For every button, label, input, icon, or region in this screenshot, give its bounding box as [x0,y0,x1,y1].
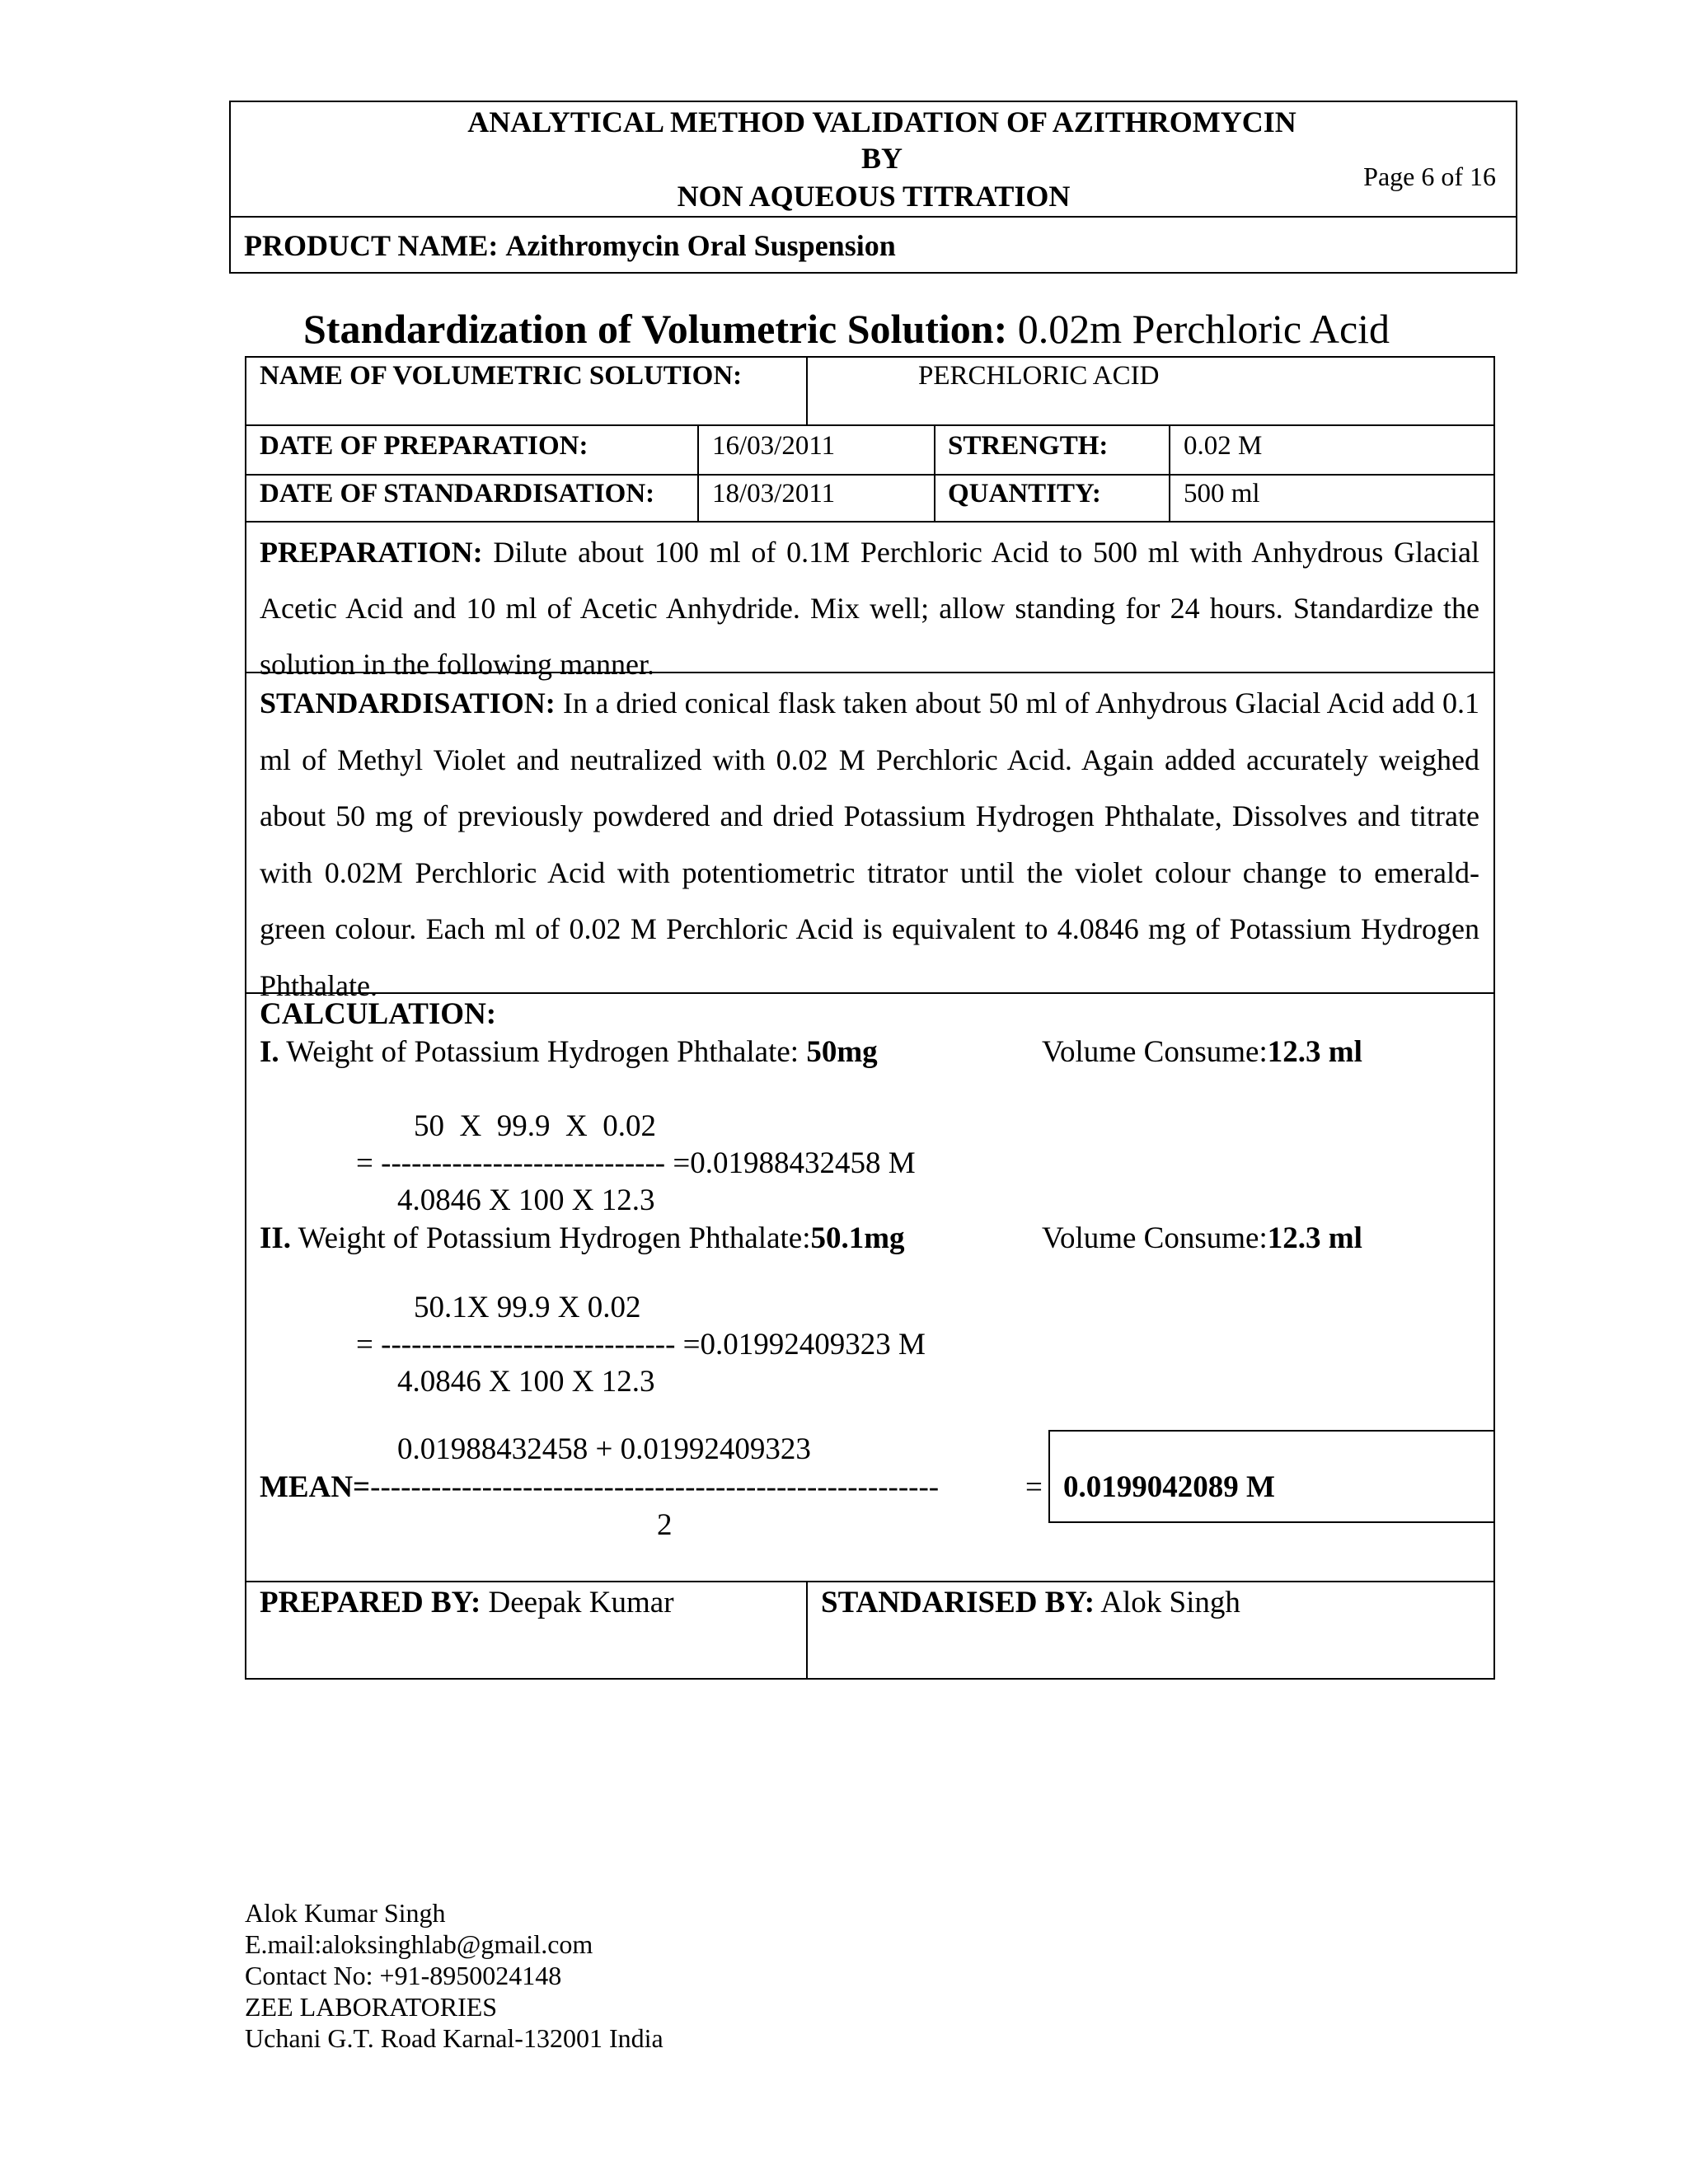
standardised-by-label: STANDARISED BY: [821,1586,1095,1619]
mean-result-box-left [1048,1430,1050,1523]
calc-item-1-denominator: 4.0846 X 100 X 12.3 [397,1183,655,1217]
row-divider [245,521,1495,523]
mean-result-box-top [1048,1430,1495,1432]
row-divider [245,474,1495,476]
product-name [244,229,896,262]
section-title-bold: Standardization of Volumetric Solution: [303,306,1008,352]
calc-item-1-text: Weight of Potassium Hydrogen Phthalate: [286,1035,799,1069]
preparation-paragraph [260,524,1479,692]
prepared-by-label: PREPARED BY: [260,1586,481,1619]
prep-date-value: 16/03/2011 [712,431,836,461]
calc-item-2-vol-label: Volume Consume: [1042,1221,1268,1255]
header-title-line3: NON AQUEOUS TITRATION [677,180,1071,213]
footer-contact: Contact No: +91-8950024148 [245,1961,562,1990]
calc-item-1-result-line: = ---------------------------- =0.01988432458 M [356,1146,916,1180]
standardisation-text: In a dried conical flask taken about 50 ml of Anhydrous Glacial Acid add 0.1 ml of Methyl Violet and neutralized with 0.02 M Perchloric Acid. Again added accurately weighed about 50 mg of previously powdered and dried Potassium Hydrogen Phthalate, Dissolves and titrate with 0.02M Perchloric Acid with potentiometric titrator until the violet colour change to emerald-green colour. Each ml of 0.02 M Perchloric Acid is equivalent to 4.0846 mg of Potassium Hydrogen Phthalate. [260,687,1479,1002]
mean-fraction-bar: -------------------------------------------------------- [370,1470,940,1504]
prepared-by [260,1586,674,1620]
footer-email: E.mail:aloksinghlab@gmail.com [245,1929,593,1959]
product-label: PRODUCT NAME: [244,229,499,262]
calc-item-2 [260,1221,905,1256]
preparation-text: Dilute about 100 ml of 0.1M Perchloric Acid to 500 ml with Anhydrous Glacial Acetic Acid and 10 ml of Acetic Anhydride. Mix well; allow standing for 24 hours. Standardize the solution in the following manner. [260,536,1479,681]
calc-item-2-result-line: = ----------------------------- =0.01992409323 M [356,1328,926,1361]
calc-item-1-volume [1042,1035,1362,1070]
col-divider [806,1581,808,1680]
section-title [303,305,1390,353]
mean-numerator: 0.01988432458 + 0.01992409323 [397,1432,811,1466]
section-title-normal: 0.02m Perchloric Acid [1017,306,1390,352]
calc-item-1-num: I. [260,1035,279,1069]
mean-result: 0.0199042089 M [1063,1470,1275,1504]
preparation-label: PREPARATION: [260,536,483,569]
row-divider [245,1581,1495,1582]
calc-item-2-denominator: 4.0846 X 100 X 12.3 [397,1365,655,1399]
calc-item-1-vol-label: Volume Consume: [1042,1035,1268,1069]
header-title-line1: ANALYTICAL METHOD VALIDATION OF AZITHROMYCIN [467,105,1296,138]
calc-item-2-num: II. [260,1221,292,1255]
mean-equals: = [1025,1470,1043,1504]
calc-item-1 [260,1035,878,1070]
std-date-value: 18/03/2011 [712,479,836,509]
header-divider [229,216,1517,218]
col-divider [697,424,699,521]
prep-date-label: DATE OF PREPARATION: [260,431,588,461]
standardisation-paragraph [260,675,1479,1014]
strength-value: 0.02 M [1184,431,1263,461]
col-divider [1169,424,1170,521]
footer-address: Uchani G.T. Road Karnal-132001 India [245,2023,663,2053]
footer-name: Alok Kumar Singh [245,1898,446,1928]
col-divider [806,356,808,424]
mean-label: MEAN= [260,1470,371,1504]
standardised-by [821,1586,1240,1620]
mean-denominator: 2 [657,1508,673,1542]
mean-result-box-bottom [1048,1521,1495,1523]
quantity-value: 500 ml [1184,479,1260,509]
strength-label: STRENGTH: [948,431,1109,461]
calculation-heading: CALCULATION: [260,997,497,1031]
calc-item-2-weight: 50.1mg [810,1221,905,1255]
page-number: Page 6 of 16 [1363,162,1496,191]
standardisation-label: STANDARDISATION: [260,687,556,719]
mean-line [260,1470,939,1505]
calc-item-1-numerator: 50 X 99.9 X 0.02 [414,1109,656,1143]
standardised-by-value: Alok Singh [1100,1586,1240,1619]
prepared-by-value: Deepak Kumar [488,1586,674,1619]
calc-item-2-volume [1042,1221,1362,1256]
quantity-label: QUANTITY: [948,479,1101,509]
calc-item-2-text: Weight of Potassium Hydrogen Phthalate: [298,1221,811,1255]
calc-item-1-weight: 50mg [806,1035,878,1069]
std-date-label: DATE OF STANDARDISATION: [260,479,655,509]
row-divider [245,424,1495,426]
product-value: Azithromycin Oral Suspension [505,229,896,262]
calc-item-2-vol-value: 12.3 ml [1267,1221,1362,1255]
footer-company: ZEE LABORATORIES [245,1992,498,2022]
calc-item-2-numerator: 50.1X 99.9 X 0.02 [414,1291,641,1324]
header-title-line2: BY [860,142,903,175]
name-value: PERCHLORIC ACID [918,361,1160,391]
name-label: NAME OF VOLUMETRIC SOLUTION: [260,361,743,391]
col-divider [934,424,935,521]
calc-item-1-vol-value: 12.3 ml [1267,1035,1362,1069]
